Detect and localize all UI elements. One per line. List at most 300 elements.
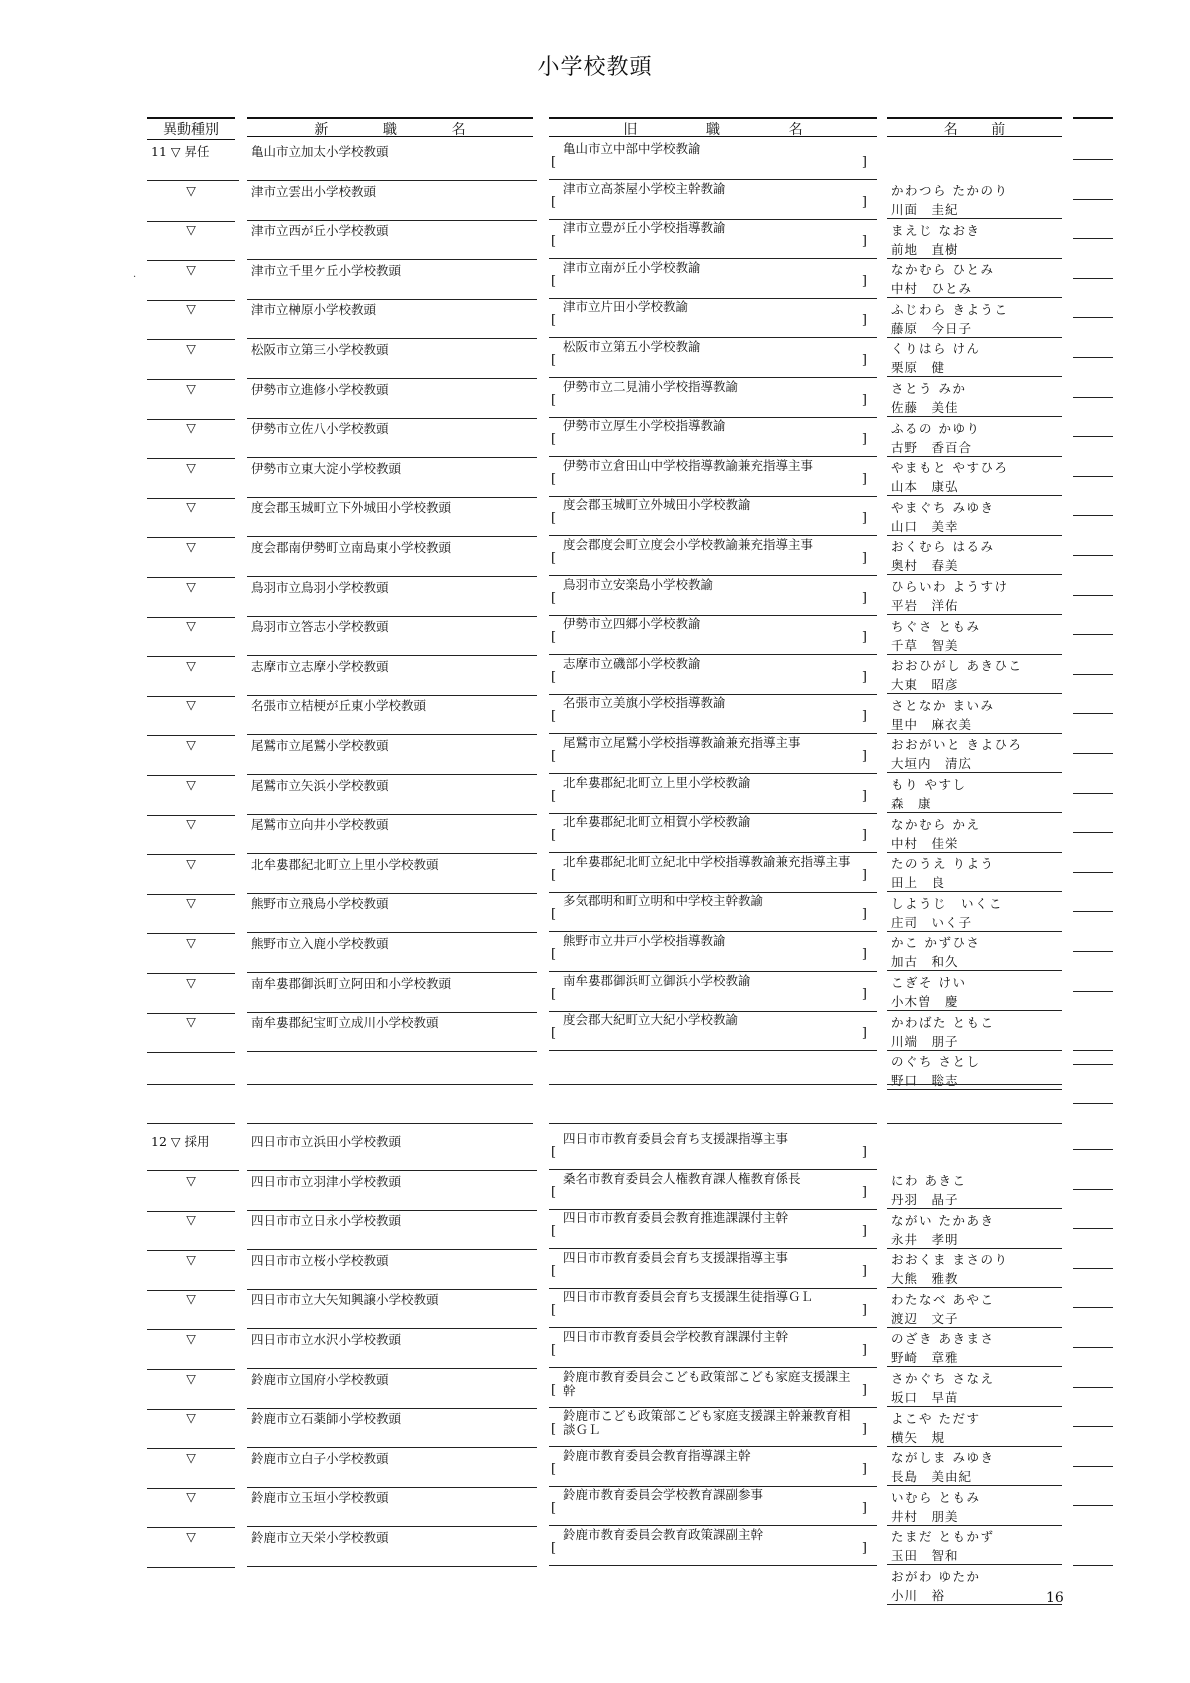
change-type: ▽ <box>147 1210 235 1251</box>
extra-column <box>1073 933 1113 952</box>
bracket-close: ] <box>861 273 867 289</box>
old-position-text: 尾鷲市立尾鷲小学校指導教諭兼充指導主事 <box>563 735 801 750</box>
blank-cell <box>549 1046 877 1085</box>
old-position <box>549 537 877 576</box>
extra-column <box>1073 141 1113 160</box>
name-kanji: 加古 和久 <box>891 954 959 970</box>
new-position: 名張市立桔梗が丘東小学校教頭 <box>247 695 537 735</box>
bracket-close: ] <box>861 749 867 764</box>
new-position: 度会郡玉城町立下外城田小学校教頭 <box>247 497 537 537</box>
bracket-open: [ <box>551 1382 557 1398</box>
change-type: 12 ▽ 採用 <box>147 1131 239 1171</box>
name-kanji: 中村 ひとみ <box>891 281 973 297</box>
bracket-close: ] <box>861 313 867 329</box>
change-type: ▽ <box>147 1289 235 1330</box>
new-position: 四日市市立浜田小学校教頭 <box>247 1131 537 1171</box>
old-position <box>549 220 877 259</box>
name-kana: いむら ともみ <box>891 1489 981 1505</box>
name-kana: たまだ ともかず <box>891 1529 995 1545</box>
bracket-open: [ <box>551 1461 557 1477</box>
bracket-open: [ <box>551 1541 557 1556</box>
change-type: ▽ <box>147 181 235 222</box>
old-position-text: 松阪市立第五小学校教諭 <box>563 339 701 354</box>
bracket-open: [ <box>551 788 557 804</box>
extra-column <box>1073 1527 1113 1566</box>
old-position-text: 度会郡玉城町立外城田小学校教諭 <box>563 497 751 513</box>
bracket-close: ] <box>861 1541 867 1556</box>
old-position <box>549 893 877 932</box>
change-type: ▽ <box>147 973 235 1014</box>
bracket-open: [ <box>551 194 557 210</box>
bracket-close: ] <box>861 471 867 487</box>
bracket-close: ] <box>861 669 867 685</box>
name-kanji: 大垣内 清広 <box>891 756 973 772</box>
bracket-open: [ <box>551 1224 557 1240</box>
old-position <box>549 1171 877 1210</box>
extra-column <box>1073 1289 1113 1308</box>
old-position <box>549 656 877 695</box>
change-type: ▽ <box>147 537 235 578</box>
name-kana: くりはら けん <box>891 341 981 357</box>
extra-column <box>1073 1131 1113 1150</box>
new-position: 津市立千里ケ丘小学校教頭 <box>247 260 537 300</box>
change-type: ▽ <box>147 1448 235 1489</box>
name-kana: おくむら はるみ <box>891 539 995 555</box>
name-kana: さとなか まいみ <box>891 697 995 713</box>
extra-column <box>1073 1171 1113 1190</box>
name-kana: まえじ なおき <box>891 222 981 238</box>
old-position <box>549 1289 877 1328</box>
extra-column <box>1073 775 1113 794</box>
old-position-text: 津市立豊が丘小学校指導教諭 <box>563 220 726 236</box>
bracket-open: [ <box>551 828 557 844</box>
bracket-close: ] <box>861 432 867 448</box>
bracket-open: [ <box>551 867 557 883</box>
old-position <box>549 577 877 616</box>
new-position: 尾鷲市立尾鷲小学校教頭 <box>247 735 537 775</box>
old-position <box>549 854 877 893</box>
change-type: ▽ <box>147 814 235 855</box>
old-position-text: 伊勢市立二見浦小学校指導教諭 <box>563 378 739 394</box>
person-name <box>887 1566 1062 1605</box>
old-position-text: 鈴鹿市教育委員会学校教育課副参事 <box>563 1487 764 1503</box>
table-header <box>0 117 1190 141</box>
name-kana: ひらいわ ようすけ <box>891 579 1009 594</box>
name-kana: ちぐさ ともみ <box>891 618 981 634</box>
name-kanji: 森 康 <box>891 796 932 811</box>
blank-cell <box>147 1085 235 1124</box>
change-type: ▽ <box>147 933 235 974</box>
bracket-open: [ <box>551 551 557 566</box>
name-kanji: 野崎 章雅 <box>891 1350 959 1366</box>
extra-column <box>1073 1408 1113 1427</box>
extra-column <box>1073 1250 1113 1269</box>
bracket-open: [ <box>551 234 557 250</box>
change-type: ▽ <box>147 616 235 657</box>
name-kanji: 川面 圭紀 <box>891 202 959 217</box>
name-kana: のぐち さとし <box>891 1054 981 1070</box>
new-position: 四日市市立桜小学校教頭 <box>247 1250 537 1290</box>
name-kanji: 千草 智美 <box>891 637 959 653</box>
extra-column <box>1073 735 1113 754</box>
old-position-text: 津市立南が丘小学校教諭 <box>563 259 701 275</box>
bracket-close: ] <box>861 551 867 566</box>
change-type: ▽ <box>147 775 235 816</box>
bracket-open: [ <box>551 1184 557 1200</box>
name-kanji: 中村 佳栄 <box>891 835 959 851</box>
old-position <box>549 735 877 774</box>
bracket-close: ] <box>861 1343 867 1358</box>
name-kana: やまぐち みゆき <box>891 499 995 515</box>
blank-cell <box>1073 1046 1113 1065</box>
old-position <box>549 1210 877 1249</box>
bracket-open: [ <box>551 432 557 448</box>
name-kanji: 野口 聡志 <box>891 1073 959 1089</box>
header-new-position: 新 職 名 <box>247 117 533 137</box>
old-position <box>549 973 877 1012</box>
bracket-close: ] <box>861 392 867 408</box>
new-position: 伊勢市立進修小学校教頭 <box>247 379 537 419</box>
bracket-open: [ <box>551 749 557 764</box>
change-type: ▽ <box>147 1408 235 1449</box>
old-position <box>549 1527 877 1566</box>
new-position: 熊野市立飛鳥小学校教頭 <box>247 893 537 933</box>
new-position: 四日市市立羽津小学校教頭 <box>247 1171 537 1211</box>
bracket-close: ] <box>861 630 867 646</box>
page-title: 小学校教頭 <box>537 55 653 80</box>
extra-column <box>1073 260 1113 279</box>
new-position: 鈴鹿市立石薬師小学校教頭 <box>247 1408 537 1448</box>
extra-column <box>1073 854 1113 873</box>
extra-column <box>1073 1369 1113 1388</box>
extra-column <box>1073 537 1113 556</box>
change-type: ▽ <box>147 418 235 459</box>
bracket-open: [ <box>551 1263 557 1279</box>
name-kanji: 玉田 智和 <box>891 1548 959 1564</box>
new-position: 伊勢市立東大淀小学校教頭 <box>247 458 537 498</box>
name-kana: やまもと やすひろ <box>891 460 1009 476</box>
name-kanji: 平岩 洋佑 <box>891 598 959 613</box>
change-type: ▽ <box>147 577 235 618</box>
name-kana: なかむら かえ <box>891 816 981 832</box>
bracket-open: [ <box>551 1501 557 1517</box>
new-position: 鈴鹿市立天栄小学校教頭 <box>247 1527 537 1567</box>
name-kana: しようじ いくこ <box>891 895 1004 911</box>
extra-column <box>1073 339 1113 358</box>
bracket-close: ] <box>861 353 867 368</box>
old-position-text: 鈴鹿市教育委員会教育政策課副主幹 <box>563 1527 764 1542</box>
name-kanji: 大東 昭彦 <box>891 677 959 693</box>
bracket-open: [ <box>551 630 557 646</box>
change-type: ▽ <box>147 695 235 736</box>
header-name: 名 前 <box>887 117 1062 137</box>
blank-row <box>0 1046 1190 1085</box>
old-position-text: 桑名市教育委員会人権教育課人権教育係長 <box>563 1170 801 1186</box>
bracket-open: [ <box>551 471 557 487</box>
bracket-open: [ <box>551 907 557 923</box>
extra-column <box>1073 1210 1113 1229</box>
change-type: 11 ▽ 昇任 <box>147 141 239 181</box>
bracket-close: ] <box>861 155 867 170</box>
old-position-text: 亀山市立中部中学校教諭 <box>563 141 701 156</box>
bracket-close: ] <box>861 590 867 606</box>
change-type: ▽ <box>147 220 235 261</box>
name-kanji: 大熊 雅教 <box>891 1271 959 1287</box>
bracket-open: [ <box>551 392 557 408</box>
blank-cell <box>247 1046 533 1085</box>
name-kana: たのうえ りよう <box>891 856 995 872</box>
name-kana: おおひがし あきひこ <box>891 658 1023 674</box>
name-kanji: 山本 康弘 <box>891 479 959 495</box>
change-type: ▽ <box>147 379 235 420</box>
old-position <box>549 933 877 972</box>
old-position-text: 伊勢市立厚生小学校指導教諭 <box>563 418 726 434</box>
bracket-open: [ <box>551 511 557 527</box>
old-position-text: 北牟婁郡紀北町立上里小学校教諭 <box>563 774 751 790</box>
header-extra <box>1073 117 1113 139</box>
new-position: 尾鷲市立向井小学校教頭 <box>247 814 537 854</box>
old-position <box>549 418 877 457</box>
extra-column <box>1073 695 1113 714</box>
old-position <box>549 260 877 299</box>
name-kana: おがわ ゆたか <box>891 1569 981 1584</box>
name-kana: のざき あきまさ <box>891 1331 995 1347</box>
bracket-open: [ <box>551 1343 557 1358</box>
name-kana: ふじわら きようこ <box>891 301 1009 317</box>
name-kanji: 横矢 規 <box>891 1429 946 1445</box>
old-position-text: 鈴鹿市教育委員会教育指導課主幹 <box>563 1447 751 1463</box>
bracket-close: ] <box>861 788 867 804</box>
old-position-text: 南牟婁郡御浜町立御浜小学校教諭 <box>563 972 751 988</box>
bracket-open: [ <box>551 1303 557 1319</box>
old-position-text: 津市立高茶屋小学校主幹教諭 <box>563 180 726 196</box>
old-position <box>549 775 877 814</box>
change-type: ▽ <box>147 1250 235 1291</box>
bracket-open: [ <box>551 947 557 962</box>
name-kanji: 坂口 早苗 <box>891 1390 959 1405</box>
bracket-close: ] <box>861 234 867 250</box>
change-type: ▽ <box>147 893 235 934</box>
name-kanji: 長島 美由紀 <box>891 1469 973 1485</box>
change-type: ▽ <box>147 497 235 538</box>
bracket-close: ] <box>861 828 867 844</box>
change-type: ▽ <box>147 260 235 301</box>
name-kanji: 田上 良 <box>891 875 946 891</box>
change-type: ▽ <box>147 1527 235 1568</box>
name-kanji: 里中 麻衣美 <box>891 716 973 732</box>
bracket-close: ] <box>861 1145 867 1160</box>
name-kana: にわ あきこ <box>891 1173 967 1188</box>
old-position <box>549 458 877 497</box>
new-position: 尾鷲市立矢浜小学校教頭 <box>247 775 537 815</box>
old-position <box>549 695 877 734</box>
name-kanji: 前地 直樹 <box>891 241 959 257</box>
name-kanji: 井村 朋美 <box>891 1508 959 1524</box>
bracket-open: [ <box>551 1422 557 1438</box>
blank-cell <box>1073 1085 1113 1104</box>
change-type: ▽ <box>147 458 235 499</box>
extra-column <box>1073 1487 1113 1506</box>
bracket-close: ] <box>861 1224 867 1240</box>
old-position-text: 四日市市教育委員会育ち支援課指導主事 <box>563 1131 789 1146</box>
new-position: 鈴鹿市立玉垣小学校教頭 <box>247 1487 537 1527</box>
old-position <box>549 1329 877 1368</box>
bracket-close: ] <box>861 1303 867 1319</box>
bracket-close: ] <box>861 1501 867 1517</box>
header-type: 異動種別 <box>147 117 235 140</box>
extra-column <box>1073 379 1113 398</box>
change-type: ▽ <box>147 299 235 340</box>
extra-column <box>1073 181 1113 200</box>
old-position-text: 多気郡明和町立明和中学校主幹教諭 <box>563 893 764 909</box>
extra-column <box>1073 656 1113 675</box>
new-position: 南牟婁郡紀宝町立成川小学校教頭 <box>247 1012 537 1052</box>
new-position: 四日市市立大矢知興譲小学校教頭 <box>247 1289 537 1329</box>
old-position-text: 津市立片田小学校教諭 <box>563 299 689 315</box>
old-position <box>549 1487 877 1526</box>
new-position: 津市立雲出小学校教頭 <box>247 181 537 221</box>
new-position: 松阪市立第三小学校教頭 <box>247 339 537 379</box>
bracket-close: ] <box>861 1382 867 1398</box>
name-kana: おおくま まさのり <box>891 1252 1009 1268</box>
name-kana: わたなべ あやこ <box>891 1291 995 1307</box>
name-kanji: 丹羽 晶子 <box>891 1192 959 1207</box>
old-position-text: 四日市市教育委員会教育推進課課付主幹 <box>563 1210 789 1226</box>
page-number: 16 <box>1046 1590 1064 1606</box>
old-position-text: 四日市市教育委員会育ち支援課生徒指導ＧＬ <box>563 1289 814 1305</box>
name-kanji: 栗原 健 <box>891 360 946 376</box>
name-kanji: 渡辺 文子 <box>891 1310 959 1326</box>
extra-column <box>1073 299 1113 318</box>
name-kana: さとう みか <box>891 381 967 396</box>
bracket-close: ] <box>861 1184 867 1200</box>
name-kana: かわばた ともこ <box>891 1014 995 1030</box>
new-position: 志摩市立志摩小学校教頭 <box>247 656 537 696</box>
name-kana: よこや ただす <box>891 1410 981 1426</box>
change-type: ▽ <box>147 656 235 697</box>
old-position <box>549 141 877 180</box>
old-position-text: 度会郡度会町立度会小学校教諭兼充指導主事 <box>563 537 814 552</box>
change-type: ▽ <box>147 1012 235 1053</box>
extra-column <box>1073 577 1113 596</box>
name-kanji: 小川 裕 <box>891 1588 946 1603</box>
old-position <box>549 616 877 655</box>
bracket-close: ] <box>861 907 867 923</box>
old-position-text: 鈴鹿市教育委員会こども政策部こども家庭支援課主幹 <box>563 1368 851 1398</box>
old-position-text: 北牟婁郡紀北町立相賀小学校教諭 <box>563 814 751 830</box>
name-kana: ふるの かゆり <box>891 420 981 436</box>
header-old-position: 旧 職 名 <box>549 117 877 137</box>
bracket-open: [ <box>551 155 557 170</box>
name-kanji: 庄司 いく子 <box>891 914 973 930</box>
extra-column <box>1073 973 1113 992</box>
old-position <box>549 1448 877 1487</box>
new-position: 南牟婁郡御浜町立阿田和小学校教頭 <box>247 973 537 1013</box>
change-type: ▽ <box>147 1369 235 1410</box>
change-type: ▽ <box>147 1171 235 1212</box>
new-position: 鈴鹿市立国府小学校教頭 <box>247 1369 537 1409</box>
new-position: 鳥羽市立鳥羽小学校教頭 <box>247 577 537 617</box>
extra-column <box>1073 1448 1113 1467</box>
name-kana: ながしま みゆき <box>891 1450 995 1466</box>
blank-cell <box>247 1085 533 1124</box>
new-position: 津市立榊原小学校教頭 <box>247 299 537 339</box>
blank-cell <box>887 1046 1062 1085</box>
extra-column <box>1073 220 1113 239</box>
old-position <box>549 1408 877 1447</box>
new-position: 熊野市立入鹿小学校教頭 <box>247 933 537 973</box>
old-position <box>549 497 877 536</box>
extra-column <box>1073 616 1113 635</box>
bracket-open: [ <box>551 986 557 1002</box>
new-position: 亀山市立加太小学校教頭 <box>247 141 537 181</box>
blank-row <box>0 1085 1190 1124</box>
bracket-open: [ <box>551 1145 557 1160</box>
bracket-open: [ <box>551 353 557 368</box>
old-position <box>549 1131 877 1170</box>
name-kanji: 川端 朋子 <box>891 1033 959 1049</box>
change-type: ▽ <box>147 339 235 380</box>
bracket-close: ] <box>861 1026 867 1042</box>
bracket-close: ] <box>861 511 867 527</box>
name-kana: さかぐち さなえ <box>891 1371 995 1386</box>
bracket-close: ] <box>861 1461 867 1477</box>
name-kana: こぎそ けい <box>891 975 967 990</box>
bracket-open: [ <box>551 590 557 606</box>
name-kanji: 山口 美幸 <box>891 518 959 534</box>
extra-column <box>1073 418 1113 437</box>
name-kanji: 佐藤 美佳 <box>891 400 959 415</box>
name-kana: もり やすし <box>891 777 967 792</box>
name-kana: なかむら ひとみ <box>891 262 995 278</box>
old-position-text: 熊野市立井戸小学校指導教諭 <box>563 933 726 948</box>
bracket-close: ] <box>861 867 867 883</box>
name-kana: ながい たかあき <box>891 1212 995 1228</box>
change-type: ▽ <box>147 735 235 776</box>
name-kana: おおがいと きよひろ <box>891 737 1023 753</box>
new-position: 津市立西が丘小学校教頭 <box>247 220 537 260</box>
scan-dot: · <box>133 272 137 283</box>
extra-column <box>1073 893 1113 912</box>
old-position <box>549 299 877 338</box>
old-position-text: 四日市市教育委員会育ち支援課指導主事 <box>563 1249 789 1265</box>
old-position <box>549 1369 877 1408</box>
old-position-text: 鳥羽市立安楽島小学校教諭 <box>563 576 714 592</box>
bracket-open: [ <box>551 273 557 289</box>
old-position-text: 伊勢市立四郷小学校教諭 <box>563 616 701 632</box>
bracket-close: ] <box>861 1422 867 1438</box>
old-position <box>549 379 877 418</box>
blank-cell <box>147 1046 235 1085</box>
name-kanji: 永井 孝明 <box>891 1231 959 1247</box>
old-position-text: 名張市立美旗小学校指導教諭 <box>563 695 726 711</box>
new-position: 鈴鹿市立白子小学校教頭 <box>247 1448 537 1488</box>
old-position-text: 四日市市教育委員会学校教育課課付主幹 <box>563 1329 789 1344</box>
old-position <box>549 181 877 220</box>
bracket-open: [ <box>551 709 557 725</box>
bracket-close: ] <box>861 194 867 210</box>
change-type: ▽ <box>147 1329 235 1370</box>
old-position <box>549 339 877 378</box>
new-position: 北牟婁郡紀北町立上里小学校教頭 <box>247 854 537 894</box>
bracket-close: ] <box>861 1263 867 1279</box>
bracket-close: ] <box>861 709 867 725</box>
change-type: ▽ <box>147 854 235 895</box>
bracket-open: [ <box>551 1026 557 1042</box>
extra-column <box>1073 1329 1113 1348</box>
bracket-open: [ <box>551 313 557 329</box>
name-kanji: 藤原 今日子 <box>891 320 973 336</box>
